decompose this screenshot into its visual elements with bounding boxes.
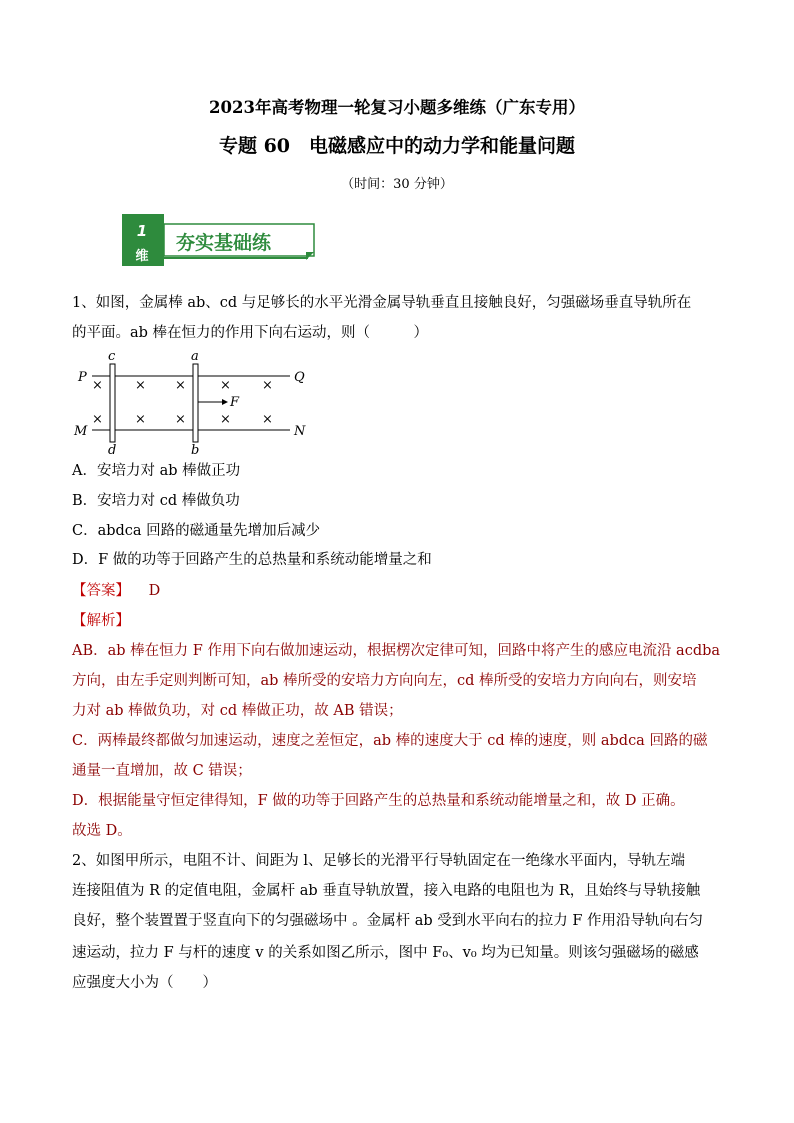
q2-line-5: 应强度大小为（ ） xyxy=(72,975,217,991)
q1-stem-line2: 的平面。ab 棒在恒力的作用下向右运动，则（ ） xyxy=(72,325,429,341)
svg-text:×: × xyxy=(220,412,231,427)
rod-ab xyxy=(193,364,198,442)
q1-stem-line1: 1、如图，金属棒 ab、cd 与足够长的水平光滑金属导轨垂直且接触良好，匀强磁场垂直导轨所在 xyxy=(72,295,692,311)
q2-line-2: 连接阻值为 R 的定值电阻，金属杆 ab 垂直导轨放置，接入电路的电阻也为 R，且始终与导轨接触 xyxy=(72,883,701,899)
time-limit: （时间：30 分钟） xyxy=(341,177,453,192)
label-m: M xyxy=(74,424,88,439)
label-d: d xyxy=(108,443,117,458)
label-b: b xyxy=(191,443,200,458)
svg-text:×: × xyxy=(220,378,231,393)
svg-text:×: × xyxy=(262,412,273,427)
analysis-line-1: AB．ab 棒在恒力 F 作用下向右做加速运动，根据楞次定律可知，回路中将产生的感应电流沿 acdba xyxy=(72,643,721,659)
q1-answer xyxy=(72,580,160,602)
label-f: F xyxy=(230,395,240,410)
badge-number: 1 xyxy=(136,222,148,240)
magnetic-field-marks xyxy=(92,378,273,427)
analysis-line-6: D．根据能量守恒定律得知，F 做的功等于回路产生的总热量和系统动能增量之和，故 D 正确。 xyxy=(72,793,685,809)
q1-option-a: A．安培力对 ab 棒做正功 xyxy=(72,463,241,479)
q1-option-b: B．安培力对 cd 棒做负功 xyxy=(72,493,240,509)
q2-line-3: 良好，整个装置置于竖直向下的匀强磁场中 。金属杆 ab 受到水平向右的拉力 F 作用沿导轨向右匀 xyxy=(72,913,704,929)
answer-label: 【答案】 xyxy=(72,583,130,599)
label-a: a xyxy=(191,349,199,364)
label-c: c xyxy=(108,349,116,364)
svg-text:×: × xyxy=(175,412,186,427)
analysis-label: 【解析】 xyxy=(72,613,130,629)
label-n: N xyxy=(294,424,306,439)
badge-unit: 维 xyxy=(135,249,149,264)
svg-text:×: × xyxy=(175,378,186,393)
badge-label: 夯实基础练 xyxy=(176,232,272,254)
analysis-line-2: 方向，由左手定则判断可知，ab 棒所受的安培力方向向左，cd 棒所受的安培力方向向右，则安培 xyxy=(72,673,697,689)
analysis-line-5: 通量一直增加，故 C 错误； xyxy=(72,763,252,779)
label-q: Q xyxy=(294,370,305,385)
q2-line-1: 2、如图甲所示，电阻不计、间距为 l、足够长的光滑平行导轨固定在一绝缘水平面内，导轨左端 xyxy=(72,853,685,869)
svg-text:×: × xyxy=(92,378,103,393)
rod-cd xyxy=(110,364,115,442)
q1-option-d: D．F 做的功等于回路产生的总热量和系统动能增量之和 xyxy=(72,552,432,568)
section-badge xyxy=(120,210,320,270)
svg-text:×: × xyxy=(135,378,146,393)
q1-option-c: C．abdca 回路的磁通量先增加后减少 xyxy=(72,523,321,539)
svg-text:×: × xyxy=(135,412,146,427)
document-title: 2023年高考物理一轮复习小题多维练（广东专用） xyxy=(209,98,585,117)
analysis-line-4: C．两棒最终都做匀加速运动，速度之差恒定，ab 棒的速度大于 cd 棒的速度，则 abdca 回路的磁 xyxy=(72,733,708,749)
label-p: P xyxy=(78,370,87,385)
answer-value: D xyxy=(148,583,161,599)
document-subtitle: 专题 60 电磁感应中的动力学和能量问题 xyxy=(218,135,576,157)
analysis-line-3: 力对 ab 棒做负功，对 cd 棒做正功，故 AB 错误； xyxy=(72,703,403,719)
svg-text:×: × xyxy=(92,412,103,427)
analysis-line-7: 故选 D。 xyxy=(72,823,132,839)
q1-rail-diagram xyxy=(72,348,332,458)
q2-line-4: 速运动，拉力 F 与杆的速度 v 的关系如图乙所示，图中 F₀、v₀ 均为已知量。则该匀强磁场的磁感 xyxy=(72,945,699,961)
svg-text:×: × xyxy=(262,378,273,393)
